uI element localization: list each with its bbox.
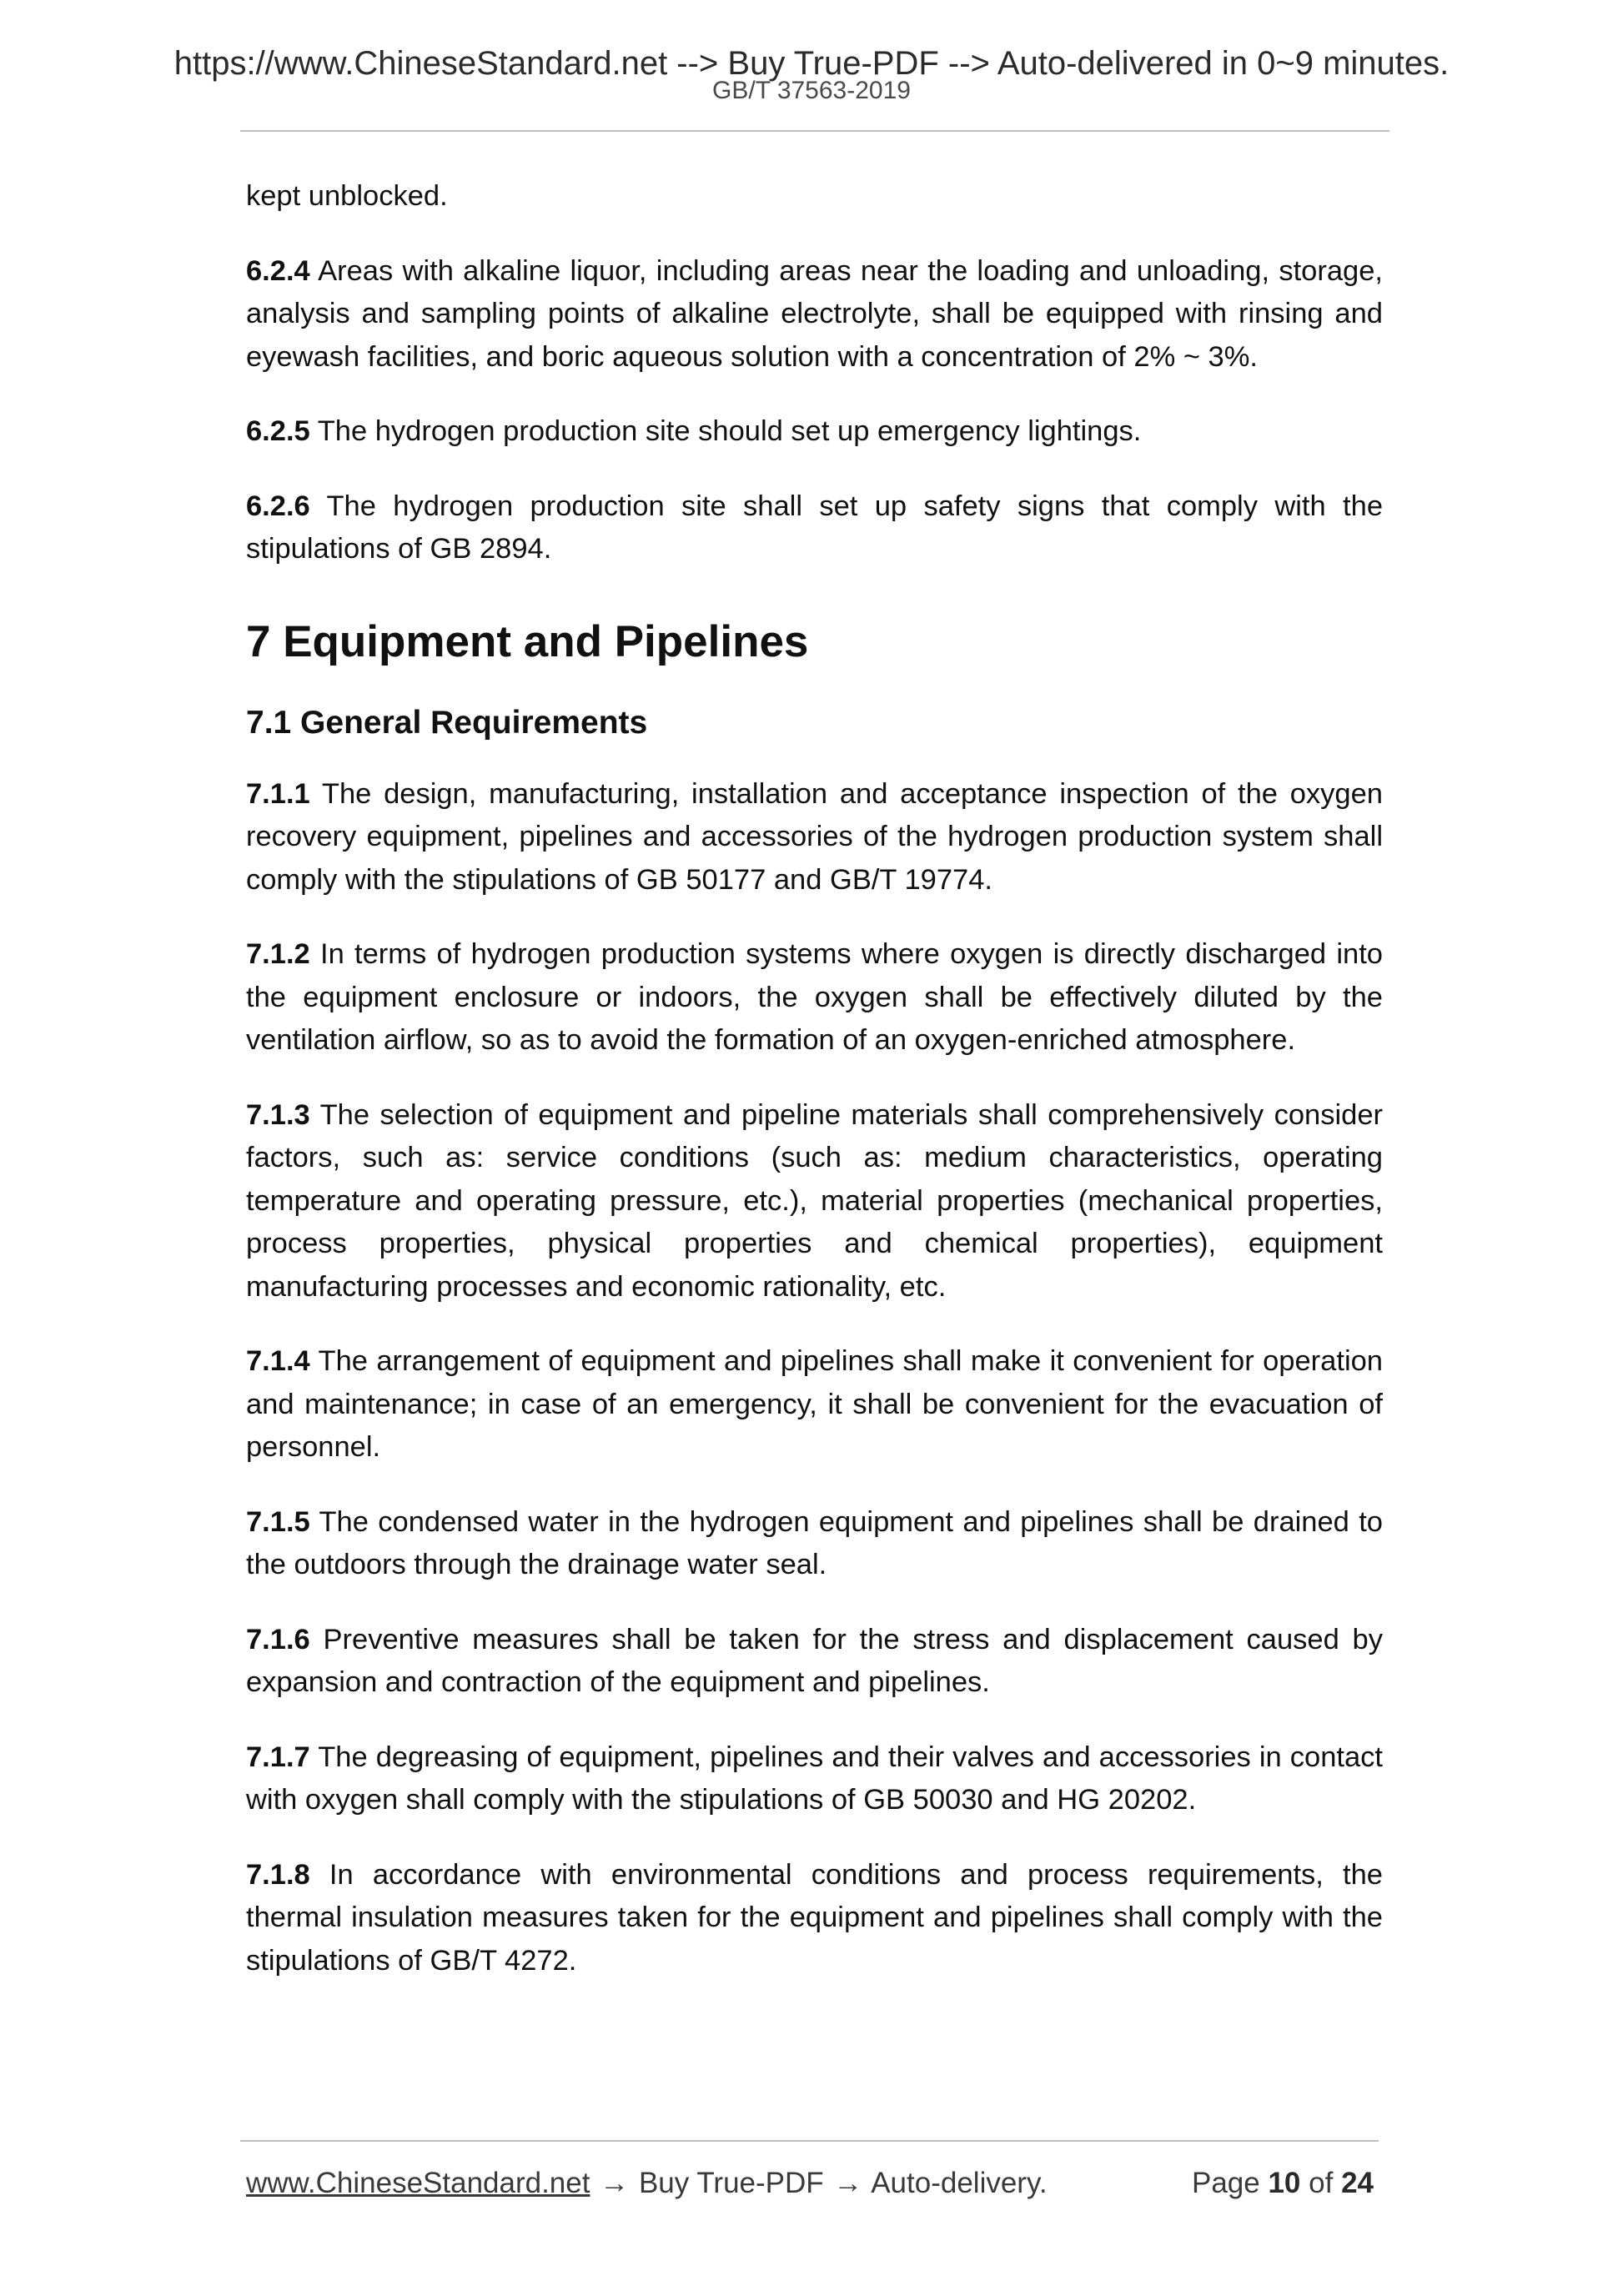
source-banner: https://www.ChineseStandard.net --> Buy True-PDF --> Auto-delivered in 0~9 minutes.: [173, 45, 1450, 82]
clause-7-1-4: [246, 1340, 1383, 1470]
clause-7-1-3: [246, 1094, 1383, 1309]
current-page: 10: [1268, 2167, 1301, 2199]
clause-number: 7.1.5: [246, 1505, 310, 1538]
clause-number: 6.2.5: [246, 415, 310, 447]
section-title: 7 Equipment and Pipelines: [246, 616, 809, 666]
clause-number: 7.1.6: [246, 1623, 310, 1655]
clause-number: 7.1.7: [246, 1741, 310, 1773]
header-divider: [240, 130, 1389, 132]
clause-number: 7.1.4: [246, 1345, 310, 1377]
arrow-right-icon: →: [833, 2167, 863, 2199]
clause-text: In terms of hydrogen production systems where oxygen is directly discharged into the equipment enclosure or indoors, the oxygen shall be effectively diluted by the ventilation airflow, so as to avoid the formation of an oxygen-enriched atmosphere.: [246, 938, 1383, 1056]
page-label: Page: [1191, 2167, 1260, 2199]
footer-divider: [240, 2140, 1379, 2142]
clause-7-1-1: [246, 773, 1383, 902]
clause-7-1-7: [246, 1736, 1383, 1822]
clause-text: The degreasing of equipment, pipelines and their valves and accessories in contact with oxygen shall comply with the stipulations of GB 50030 and HG 20202.: [246, 1741, 1384, 1816]
clause-7-1-8: [246, 1854, 1383, 1983]
total-pages: 24: [1341, 2167, 1374, 2199]
delivery-text: Auto-delivery.: [871, 2167, 1048, 2199]
site-link[interactable]: www.ChineseStandard.net: [246, 2167, 590, 2199]
clause-number: 6.2.6: [246, 490, 310, 522]
clause-text: Preventive measures shall be taken for the stress and displacement caused by expansion and contraction of the equipment and pipelines.: [246, 1623, 1383, 1698]
footer-promo: [246, 2162, 1048, 2205]
clause-number: 7.1.3: [246, 1098, 310, 1131]
document-code: GB/T 37563-2019: [712, 77, 911, 104]
clause-6-2-4: [246, 250, 1383, 379]
clause-number: 7.1.1: [246, 777, 310, 810]
subsection-title: 7.1 General Requirements: [246, 704, 648, 741]
arrow-right-icon: →: [600, 2167, 630, 2199]
clause-6-2-5: [246, 410, 1383, 454]
clause-text: The selection of equipment and pipeline materials shall comprehensively consider factors, such as: service conditions (such as: medium characteristics, operating temperature and operating pressure, etc.), material properties (mechanical properties, process properties, physical properties and chemical properties), equipment manufacturing processes and economic rationality, etc.: [246, 1098, 1384, 1303]
clause-number: 7.1.2: [246, 938, 310, 970]
clause-text: Areas with alkaline liquor, including areas near the loading and unloading, storage, analysis and sampling points of alkaline electrolyte, shall be equipped with rinsing and eyewash facilities, and boric aqueous solution with a concentration of 2% ~ 3%.: [246, 254, 1384, 373]
clause-text: The condensed water in the hydrogen equipment and pipelines shall be drained to the outdoors through the drainage water seal.: [246, 1505, 1383, 1580]
page-number: [1192, 2162, 1374, 2205]
clause-7-1-5: [246, 1501, 1383, 1587]
clause-text: The hydrogen production site shall set up safety signs that comply with the stipulations of GB 2894.: [246, 490, 1384, 565]
clause-text: The design, manufacturing, installation and acceptance inspection of the oxygen recovery equipment, pipelines and accessories of the hydrogen production system shall comply with the stipulations of GB 50177 and GB/T 19774.: [246, 777, 1383, 896]
clause-text: The arrangement of equipment and pipelines shall make it convenient for operation and maintenance; in case of an emergency, it shall be convenient for the evacuation of personnel.: [246, 1345, 1383, 1463]
clause-6-2-6: [246, 485, 1383, 571]
buy-text: Buy True-PDF: [638, 2167, 824, 2199]
clause-number: 6.2.4: [246, 254, 310, 287]
clause-text: The hydrogen production site should set up emergency lightings.: [317, 415, 1142, 447]
continued-text: kept unblocked.: [246, 180, 448, 212]
clause-text: In accordance with environmental conditions and process requirements, the thermal insulation measures taken for the equipment and pipelines shall comply with the stipulations of GB/T 4272.: [246, 1858, 1383, 1977]
of-label: of: [1309, 2167, 1334, 2199]
page-body: [246, 175, 1383, 2014]
clause-7-1-6: [246, 1619, 1383, 1705]
clause-number: 7.1.8: [246, 1858, 310, 1891]
clause-7-1-2: [246, 933, 1383, 1063]
page-footer: [246, 2162, 1380, 2205]
